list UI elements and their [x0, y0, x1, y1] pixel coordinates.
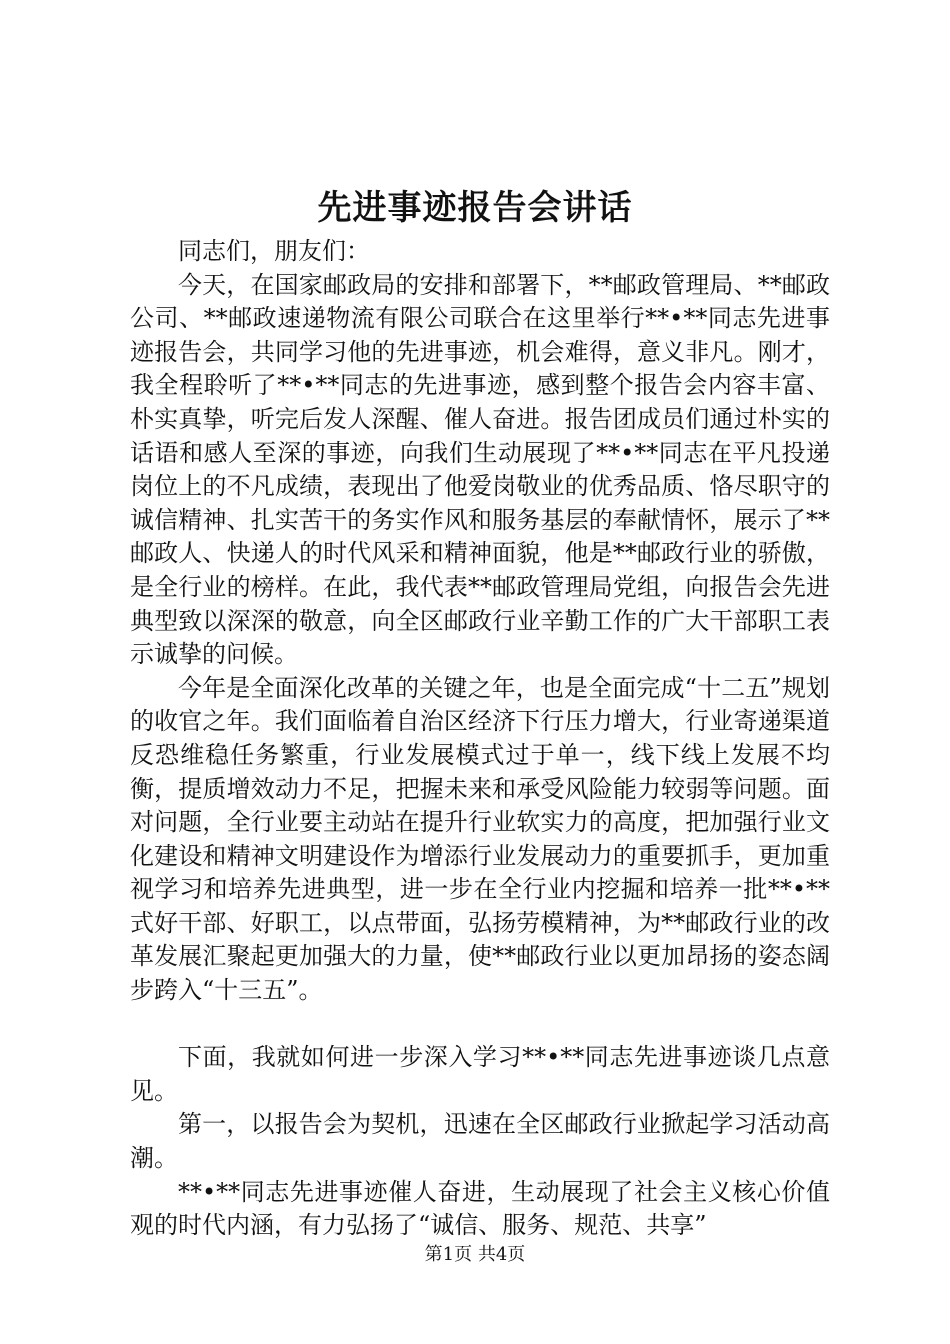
section-heading-paragraph: 第一，以报告会为契机，迅速在全区邮政行业掀起学习活动高潮。 — [130, 1110, 830, 1173]
body-paragraph: 下面，我就如何进一步深入学习**•**同志先进事迹谈几点意见。 — [130, 1043, 830, 1105]
document-body — [130, 235, 830, 1243]
document-title: 先进事迹报告会讲话 — [317, 188, 633, 228]
body-paragraph: 今天，在国家邮政局的安排和部署下，**邮政管理局、**邮政公司、**邮政速递物流有限公司联合在这里举行**•**同志先进事迹报告会，共同学习他的先进事迹，机会难得，意义非凡。刚才，我全程聆听了**•**同志的先进事迹，感到整个报告会内容丰富、朴实真挚，听完后发人深醒、催人奋进。报告团成员们通过朴实的话语和感人至深的事迹，向我们生动展现了**•**同志在平凡投递岗位上的不凡成绩，表现出了他爱岗敬业的优秀品质、恪尽职守的诚信精神、扎实苦干的务实作风和服务基层的奉献情怀，展示了**邮政人、快递人的时代风采和精神面貌，他是**邮政行业的骄傲，是全行业的榜样。在此，我代表**邮政管理局党组，向报告会先进典型致以深深的敬意，向全区邮政行业辛勤工作的广大干部职工表示诚挚的问候。 — [130, 270, 830, 669]
body-paragraph: 今年是全面深化改革的关键之年，也是全面完成“十二五”规划的收官之年。我们面临着自治区经济下行压力增大，行业寄递渠道反恐维稳任务繁重，行业发展模式过于单一，线下线上发展不均衡，提质增效动力不足，把握未来和承受风险能力较弱等问题。面对问题，全行业要主动站在提升行业软实力的高度，把加强行业文化建设和精神文明建设作为增添行业发展动力的重要抓手，更加重视学习和培养先进典型，进一步在全行业内挖掘和培养一批**•**式好干部、好职工，以点带面，弘扬劳模精神，为**邮政行业的改革发展汇聚起更加强大的力量，使**邮政行业以更加昂扬的姿态阔步跨入“十三五”。 — [130, 673, 830, 1005]
body-paragraph: **•**同志先进事迹催人奋进，生动展现了社会主义核心价值观的时代内涵，有力弘扬了“诚信、服务、规范、共享” — [130, 1177, 830, 1240]
page-number-footer: 第1页 共4页 — [424, 1244, 526, 1265]
salutation-paragraph: 同志们，朋友们： — [178, 237, 370, 265]
